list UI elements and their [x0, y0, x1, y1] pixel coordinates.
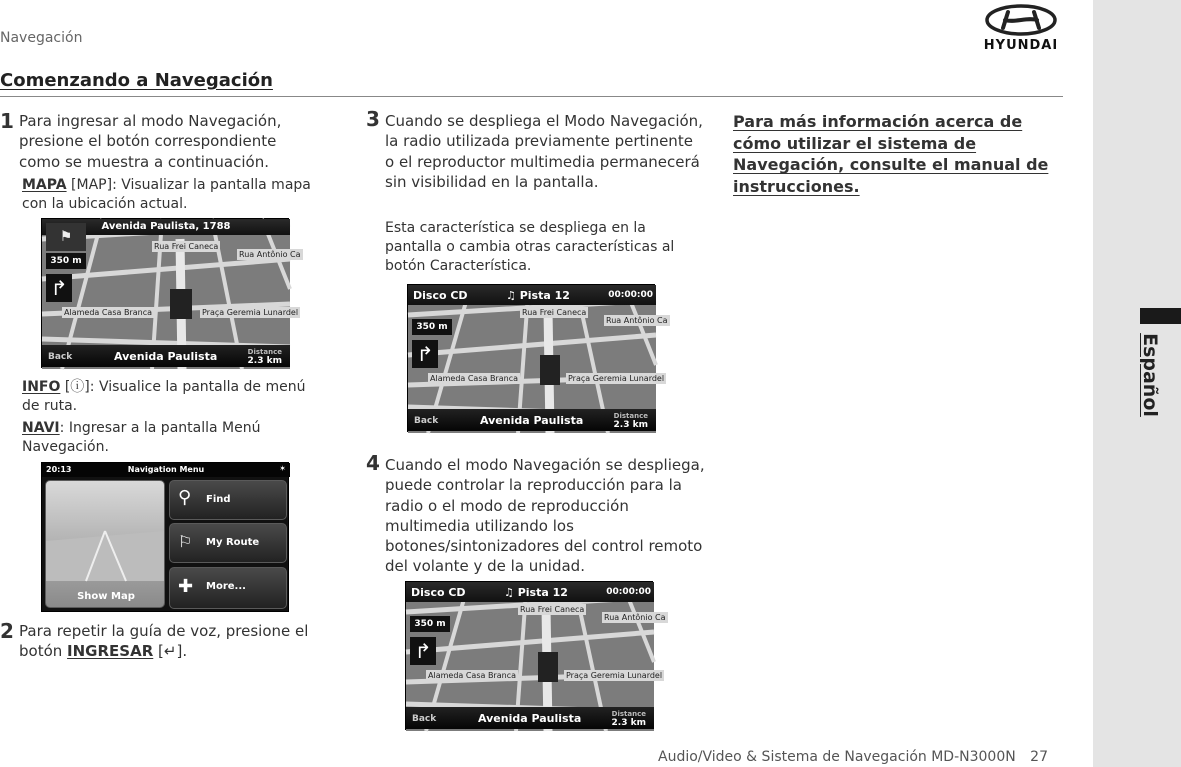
find-label: Find [206, 494, 231, 505]
map-preview [46, 481, 164, 581]
turn-right-icon: ↱ [412, 340, 438, 368]
title-divider [0, 96, 1063, 97]
my-route-button[interactable] [169, 523, 287, 563]
street-label: Rua Antônio Ca [239, 250, 301, 259]
bottom-street: Avenida Paulista [114, 350, 218, 363]
street-label: Praça Geremia Lunardel [202, 308, 299, 317]
language-tab: Español [1139, 333, 1161, 417]
info-key-description [22, 378, 322, 416]
plus-icon: ✚ [178, 576, 194, 597]
info-key-desc: : Visualice la pantalla de menú de ruta. [22, 379, 306, 414]
turn-right-icon: ↱ [410, 637, 436, 665]
show-map-label: Show Map [77, 591, 135, 602]
my-route-label: My Route [206, 537, 260, 548]
map-key-bracket: [MAP] [71, 177, 113, 193]
map-bottom-bar [42, 345, 290, 367]
bottom-street: Avenida Paulista [478, 712, 582, 725]
distance-box: 350 m [412, 319, 452, 335]
step-2-text: Para repetir la guía de voz, presione el botón INGRESAR [↵]. [19, 622, 309, 661]
distance-box: 350 m [46, 253, 86, 269]
map-screen-3 [405, 581, 666, 730]
step-3-number: 3 [366, 107, 380, 131]
step-3-text: Cuando se despliega el Modo Navegación, la radio utilizada previamente pertinente o el reproductor multimedia permanecerá sin visibilidad en la pantalla. [385, 112, 703, 191]
section-title: Comenzando a Navegación [0, 70, 273, 91]
show-map-button[interactable] [45, 480, 165, 608]
navi-key-label: NAVI [22, 420, 60, 436]
distance-value: 2.3 km [613, 420, 648, 430]
magnifier-icon: ⚲ [178, 487, 192, 508]
step-3-note: Esta característica se despliega en la pantalla o cambia otras características al botón Característica. [385, 220, 675, 274]
map-bottom-bar [408, 409, 656, 431]
map-bottom-bar [406, 707, 654, 729]
ingresar-key-bracket: [↵]. [158, 642, 188, 661]
page-number: 27 [1030, 749, 1048, 765]
map-key-description [22, 176, 332, 214]
street-label: Alameda Casa Branca [430, 374, 518, 383]
media-time: 00:00:00 [608, 290, 653, 300]
back-button[interactable]: Back [414, 416, 439, 426]
distance-box: 350 m [410, 616, 450, 632]
ingresar-key-label: INGRESAR [67, 642, 154, 661]
street-label: Rua Frei Caneca [154, 242, 219, 251]
media-status-bar [408, 285, 656, 305]
media-track: ♫ Pista 12 [506, 289, 570, 302]
street-label: Alameda Casa Branca [428, 671, 516, 680]
street-label: Rua Frei Caneca [522, 308, 587, 317]
distance-value: 2.3 km [247, 356, 282, 366]
media-source: Disco CD [411, 586, 466, 599]
street-label: Rua Antônio Ca [604, 613, 666, 622]
bottom-street: Avenida Paulista [480, 414, 584, 427]
step-2-number: 2 [0, 619, 14, 643]
distance-label: Distance [247, 348, 282, 356]
street-label: Praça Geremia Lunardel [566, 671, 663, 680]
satellite-icon: ✶ [279, 464, 286, 473]
back-button[interactable]: Back [48, 352, 73, 362]
media-track: ♫ Pista 12 [504, 586, 568, 599]
map-key-label: MAPA [22, 177, 67, 193]
page-footer [658, 749, 1048, 765]
street-label: Rua Frei Caneca [520, 605, 585, 614]
running-head: Navegación [0, 30, 83, 46]
brand-wordmark: HYUNDAI [983, 38, 1059, 53]
step-4-text: Cuando el modo Navegación se despliega, puede controlar la reproducción para la radio o el modo de reproducción multimedia utilizando los botones/sintonizadores del control remoto del volante y de la unidad. [385, 456, 705, 576]
footer-title: Audio/Video & Sistema de Navegación MD-N3000N [658, 749, 1016, 765]
turn-right-icon: ↱ [46, 274, 72, 302]
map-screen-1 [41, 218, 301, 368]
map-screen-2 [407, 284, 668, 432]
route-flag-icon: ⚐ [178, 532, 193, 551]
language-tab-marker [1140, 308, 1181, 324]
hyundai-logo [978, 4, 1064, 54]
media-status-bar [406, 582, 654, 602]
more-info-note: Para más información acerca de cómo utilizar el sistema de Navegación, consulte el manual de instrucciones. [733, 112, 1049, 196]
more-button[interactable] [169, 567, 287, 609]
back-button[interactable]: Back [412, 714, 437, 724]
info-key-bracket: [ⓘ] [64, 379, 90, 395]
media-source: Disco CD [413, 289, 468, 302]
nav-menu-title: Navigation Menu [127, 465, 205, 474]
street-label: Rua Antônio Ca [606, 316, 668, 325]
flag-icon[interactable]: ⚑ [46, 223, 86, 251]
info-key-label: INFO [22, 379, 61, 395]
hyundai-emblem-icon [978, 4, 1064, 38]
navigation-menu-screen [41, 462, 289, 612]
more-label: More... [206, 581, 246, 592]
distance-value: 2.3 km [611, 718, 646, 728]
step-1-number: 1 [0, 109, 14, 133]
navi-key-desc: : Ingresar a la pantalla Menú Navegación. [22, 420, 261, 455]
street-label: Alameda Casa Branca [64, 308, 152, 317]
map-top-street: Avenida Paulista, 1788 [42, 219, 290, 235]
find-button[interactable] [169, 480, 287, 520]
navi-key-description [22, 419, 302, 457]
step-4-number: 4 [366, 451, 380, 475]
nav-menu-time: 20:13 [46, 465, 72, 474]
step-1-text: Para ingresar al modo Navegación, presione el botón correspondiente como se muestra a continuación. [19, 112, 282, 171]
map-key-desc: : Visualizar la pantalla mapa con la ubicación actual. [22, 177, 311, 212]
street-label: Praça Geremia Lunardel [568, 374, 665, 383]
nav-menu-header [42, 463, 290, 477]
distance-label: Distance [613, 412, 648, 420]
media-time: 00:00:00 [606, 587, 651, 597]
distance-label: Distance [611, 710, 646, 718]
